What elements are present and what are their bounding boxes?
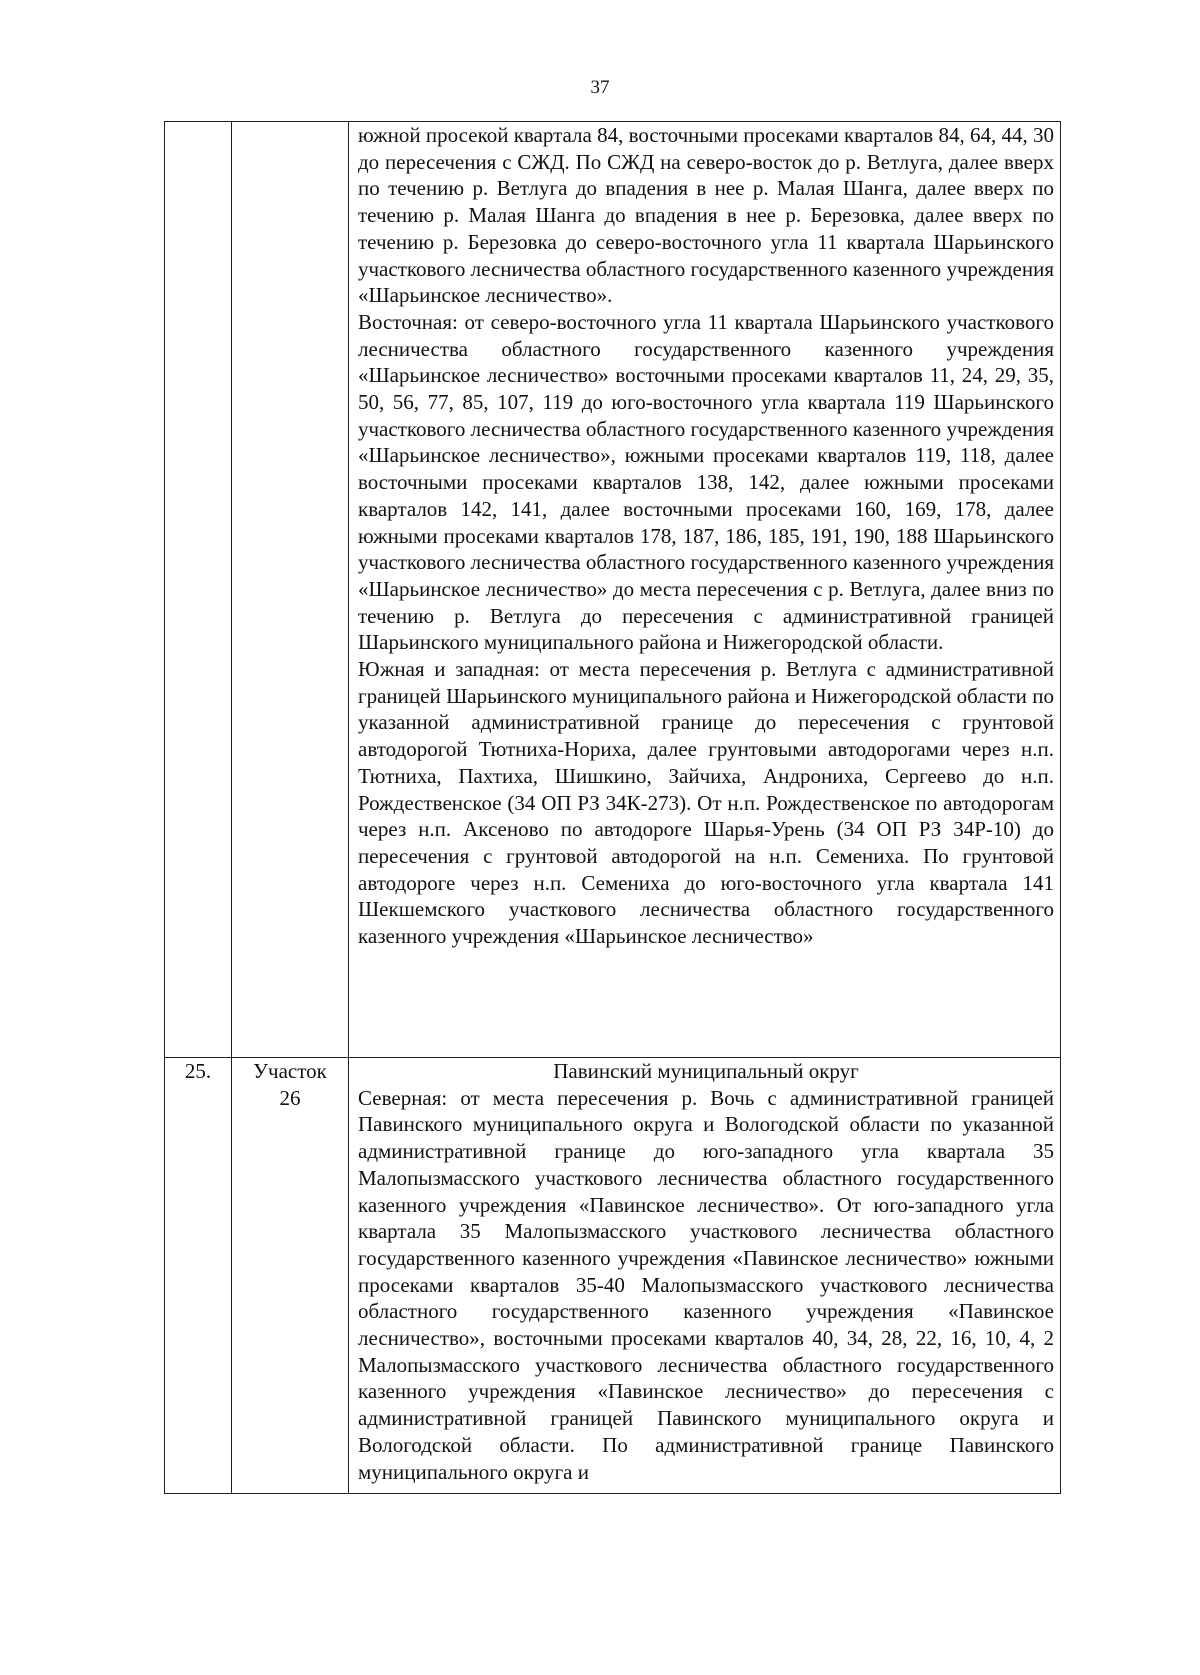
boundary-description-table [164,121,1061,1494]
table-row [165,1058,1061,1494]
eastern-boundary-paragraph: Восточная: от северо-восточного угла 11 квартала Шарьинского участкового лесничества областного государственного казенного учреждения «Шарьинское лесничество» восточными просеками кварталов 11, 24, 29, 35, 50, 56, 77, 85, 107, 119 до юго-восточного угла квартала 119 Шарьинского участкового лесничества областного государственного казенного учреждения «Шарьинское лесничество», южными просеками кварталов 119, 118, далее восточными просеками кварталов 138, 142, далее южными просеками кварталов 142, 141, далее восточными просеками 160, 169, 178, далее южными просеками кварталов 178, 187, 186, 185, 191, 190, 188 Шарьинского участкового лесничества областного государственного казенного учреждения «Шарьинское лесничество» до места пересечения с р. Ветлуга, далее вниз по течению р. Ветлуга до пересечения с административной границей Шарьинского муниципального района и Нижегородской области. [358,309,1054,655]
row-number-cell: 25. [165,1058,232,1494]
row-number-cell [165,122,232,1058]
site-number: 26 [279,1085,301,1110]
boundary-description-cell [349,122,1061,1058]
district-heading: Павинский муниципальный округ [553,1059,859,1083]
site-label: Участок [253,1059,327,1083]
site-name-cell [232,1058,349,1494]
site-name-cell [232,122,349,1058]
northern-boundary-paragraph: Северная: от места пересечения р. Вочь с административной границей Павинского муниципального округа и Вологодской области по указанной административной границе до юго-западного угла квартала 35 Малопызмасского участкового лесничества областного государственного казенного учреждения «Павинское лесничество». От юго-западного угла квартала 35 Малопызмасского участкового лесничества областного государственного казенного учреждения «Павинское лесничество» южными просеками кварталов 35-40 Малопызмасского участкового лесничества областного государственного казенного учреждения «Павинское лесничество», восточными просеками кварталов 40, 34, 28, 22, 16, 10, 4, 2 Малопызмасского участкового лесничества областного государственного казенного учреждения «Павинское лесничество» до пересечения с административной границей Павинского муниципального округа и Вологодской области. По административной границе Павинского муниципального округа и [358,1085,1054,1484]
page-number: 37 [590,77,610,98]
table-row [165,122,1061,1058]
boundary-paragraph: южной просекой квартала 84, восточными просеками кварталов 84, 64, 44, 30 до пересечения с СЖД. По СЖД на северо-восток до р. Ветлуга, далее вверх по течению р. Ветлуга до впадения в нее р. Малая Шанга, далее вверх по течению р. Малая Шанга до впадения в нее р. Березовка, далее вверх по течению р. Березовка до северо-восточного угла 11 квартала Шарьинского участкового лесничества областного государственного казенного учреждения «Шарьинское лесничество». [358,123,1054,308]
southern-western-boundary-paragraph: Южная и западная: от места пересечения р. Ветлуга с административной границей Шарьинского муниципального района и Нижегородской области по указанной административной границе до пересечения с грунтовой автодорогой Тютниха-Нориха, далее грунтовыми автодорогами через н.п. Тютниха, Пахтиха, Шишкино, Зайчиха, Андрониха, Сергеево до н.п. Рождественское (34 ОП РЗ 34К-273). От н.п. Рождественское по автодорогам через н.п. Аксеново по автодороге Шарья-Урень (34 ОП РЗ 34Р-10) до пересечения с грунтовой автодорогой на н.п. Семениха. По грунтовой автодороге через н.п. Семениха до юго-восточного угла квартала 141 Шекшемского участкового лесничества областного государственного казенного учреждения «Шарьинское лесничество» [358,657,1054,949]
boundary-description-cell [349,1058,1061,1494]
